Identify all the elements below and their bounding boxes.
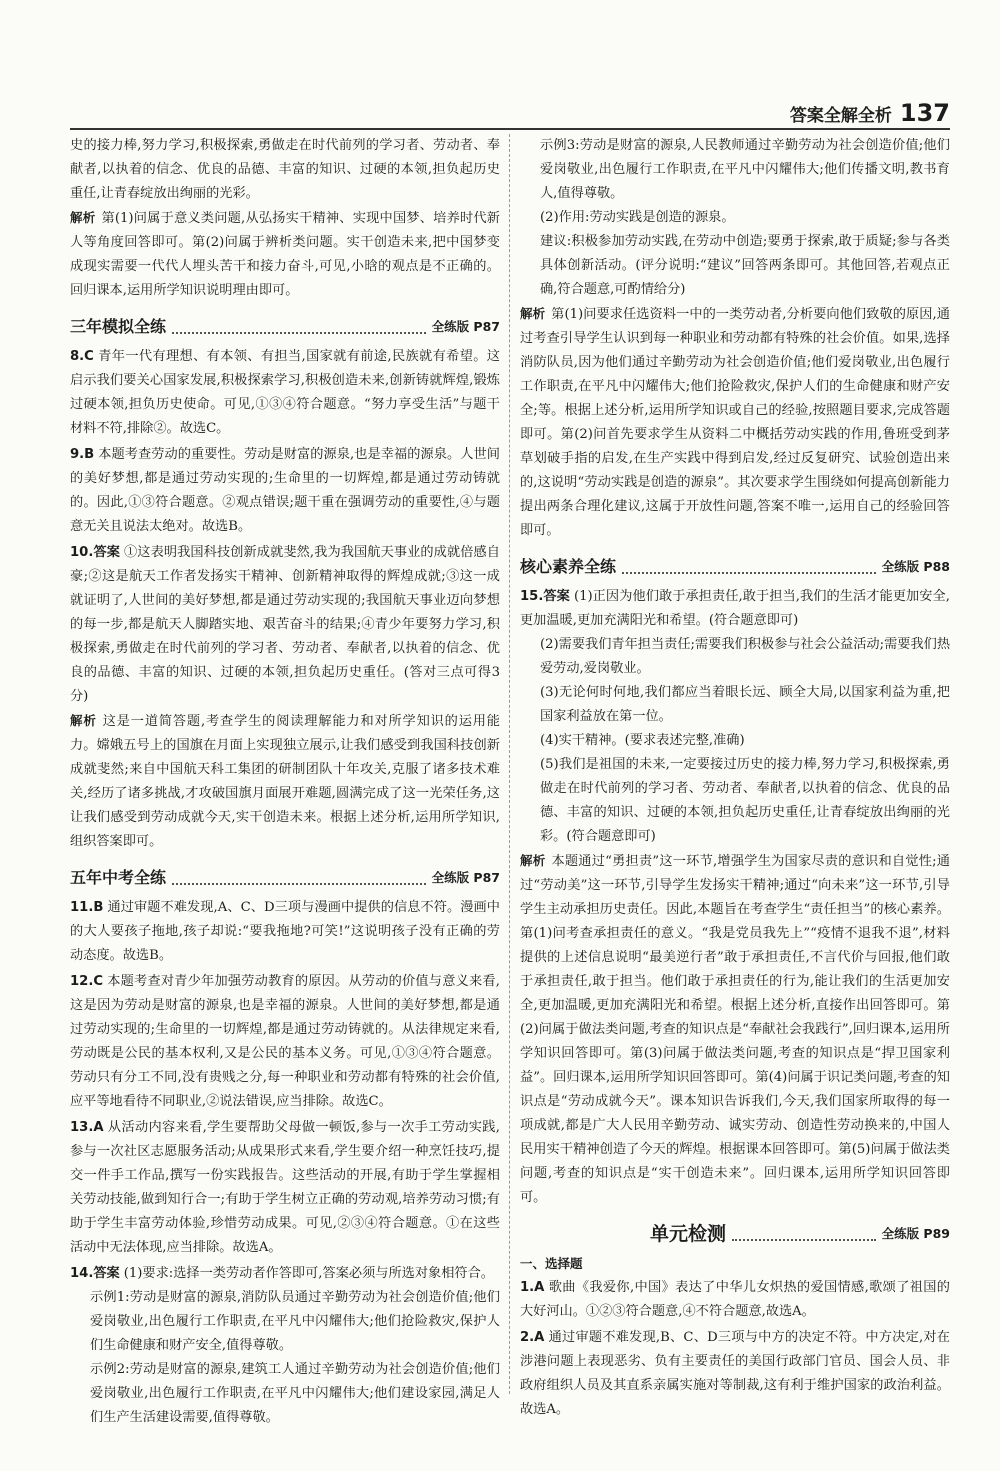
- right-column: [520, 134, 950, 1424]
- section-heading-five-year: [70, 862, 500, 890]
- section-ref: 全练版 P88: [881, 559, 950, 574]
- question-8: [70, 345, 500, 441]
- question-14: [70, 1262, 500, 1286]
- question-text: 本题考查劳动的重要性。劳动是财富的源泉,也是幸福的源泉。人世间的美好梦想,都是通过劳动实现的;生命里的一切辉煌,都是通过劳动铸就的。因此,①③符合题意。②观点错误;题干重在强调劳动的重要性,④与题意无关且说法太绝对。故选B。: [70, 447, 500, 534]
- header-rule: [70, 128, 950, 130]
- section-dots: [172, 883, 426, 885]
- column-divider: [509, 134, 510, 1394]
- question-number: 8.C: [70, 349, 94, 364]
- analysis-text: 这是一道简答题,考查学生的阅读理解能力和对所学知识的运用能力。嫦娥五号上的国旗在月面上实现独立展示,让我们感受到我国科技创新成就斐然;来自中国航天科工集团的研制团队十年攻关,克服了诸多技术难关,经历了诸多挑战,才攻破国旗月面展开难题,圆满完成了这一光荣任务,这让我们感受到劳动成就今天,实干创造未来。根据上述分析,运用所学知识,组织答案即可。: [70, 714, 500, 849]
- question-13: [70, 1116, 500, 1260]
- page-number: 137: [899, 99, 950, 127]
- section-title: 五年中考全练: [70, 868, 167, 887]
- analysis-text: 第(1)问要求任选资料一中的一类劳动者,分析要向他们致敬的原因,通过考查引导学生认识到每一种职业和劳动都有特殊的社会价值。如果,选择消防队员,因为他们通过辛勤劳动为社会创造价值;他们爱岗敬业,出色履行工作职责,在平凡中闪耀伟大;他们抢险救灾,保护人们的生命健康和财产安全;等。根据上述分析,运用所学知识或自己的经验,按照题目要求,完成答题即可。第(2)问首先要求学生从资料二中概括劳动实践的作用,鲁班受到茅草划破手指的启发,在生产实践中得到启发,经过反复研究、试验创造出来的,这说明“劳动实践是创造的源泉”。其次要求学生围绕如何提高创新能力提出两条合理化建议,这属于开放性问题,答案不唯一,运用自己的经验回答即可。: [520, 307, 950, 538]
- section-ref: 全练版 P89: [881, 1226, 950, 1241]
- question-15: [520, 585, 950, 633]
- question-10: [70, 541, 500, 709]
- section-dots: [172, 332, 426, 334]
- question-number: 2.A: [520, 1330, 545, 1345]
- answer-part-2: (2)需要我们青年担当责任;需要我们积极参与社会公益活动;需要我们热爱劳动,爱岗敬业。: [540, 637, 951, 676]
- question-text: 本题考查对青少年加强劳动教育的原因。从劳动的价值与意义来看,这是因为劳动是财富的源泉,也是幸福的源泉。人世间的美好梦想,都是通过劳动实现的;生命里的一切辉煌,都是通过劳动铸就的。从法律规定来看,劳动既是公民的基本权利,又是公民的基本义务。可见,①③④符合题意。劳动只有分工不同,没有贵贱之分,每一种职业和劳动都有特殊的社会价值,应平等地看待不同职业,②说法错误,应当排除。故选C。: [70, 974, 500, 1109]
- header-title: 答案全解全析: [789, 105, 892, 126]
- answer-text: ①这表明我国科技创新成就斐然,我为我国航天事业的成就倍感自豪;②这是航天工作者发扬实干精神、创新精神取得的辉煌成就;③这一成就证明了,人世间的美好梦想,都是通过劳动实现的;我国航天事业迈向梦想的每一步,都是航天人脚踏实地、艰苦奋斗的结果;④青少年要努力学习,积极探索,勇做走在时代前列的学习者、劳动者、奉献者,以执着的信念、优良的品德、丰富的知识、过硬的本领,担负起历史重任。(答对三点可得3分): [70, 545, 500, 704]
- question-text: 从活动内容来看,学生要帮助父母做一顿饭,参与一次手工劳动实践,参与一次社区志愿服务活动;从成果形式来看,学生要介绍一种烹饪技巧,提交一件手工作品,撰写一份实践报告。这些活动的开展,有助于学生掌握相关劳动技能,做到知行合一;有助于学生树立正确的劳动观,培养劳动习惯;有助于学生丰富劳动体验,珍惜劳动成果。可见,②③④符合题意。①在这些活动中无法体现,应当排除。故选A。: [70, 1120, 500, 1255]
- analysis-label: 解析: [520, 853, 546, 868]
- question-14-analysis: [520, 302, 950, 543]
- intro-paragraph: 史的接力棒,努力学习,积极探索,勇做走在时代前列的学习者、劳动者、奉献者,以执着的信念、优良的品德、丰富的知识、过硬的本领,担负起历史重任,让青春绽放出绚丽的光彩。: [70, 138, 500, 201]
- section-heading-three-year: [70, 311, 500, 339]
- answer-part-2: (2)作用:劳动实践是创造的源泉。: [540, 210, 735, 225]
- question-number: 15.答案: [520, 589, 570, 604]
- left-column: [70, 134, 500, 1430]
- question-number: 1.A: [520, 1280, 545, 1295]
- analysis-label: 解析: [520, 306, 546, 321]
- section-dots: [732, 1239, 876, 1241]
- section-ref: 全练版 P87: [431, 319, 500, 334]
- question-number: 13.A: [70, 1120, 104, 1135]
- section-title: 三年模拟全练: [70, 317, 167, 336]
- question-text: 通过审题不难发现,B、C、D三项与中方的决定不符。中方决定,对在涉港问题上表现恶劣、负有主要责任的美国行政部门官员、国会人员、非政府组织人员及其直系亲属实施对等制裁,这有利于维护国家的政治利益。故选A。: [520, 1330, 950, 1417]
- answer-text: (1)正因为他们敢于承担责任,敢于担当,我们的生活才能更加安全,更加温暖,更加充满阳光和希望。(符合题意即可): [520, 589, 950, 628]
- question-number: 14.答案: [70, 1266, 120, 1281]
- section-title: 核心素养全练: [520, 557, 617, 576]
- question-15-analysis: [520, 849, 950, 1210]
- example-2: 示例2:劳动是财富的源泉,建筑工人通过辛勤劳动为社会创造价值;他们爱岗敬业,出色履行工作职责,在平凡中闪耀伟大;他们建设家园,满足人们生产生活建设需要,值得尊敬。: [90, 1362, 500, 1425]
- question-text: 青年一代有理想、有本领、有担当,国家就有前途,民族就有希望。这启示我们要关心国家发展,积极探索学习,积极创造未来,创新铸就辉煌,锻炼过硬本领,担负历史使命。可见,①③④符合题意。“努力享受生活”与题干材料不符,排除②。故选C。: [70, 349, 500, 436]
- example-1: 示例1:劳动是财富的源泉,消防队员通过辛勤劳动为社会创造价值;他们爱岗敬业,出色履行工作职责,在平凡中闪耀伟大;他们抢险救灾,保护人们生命健康和财产安全,值得尊敬。: [90, 1290, 500, 1353]
- question-12: [70, 970, 500, 1114]
- question-number: 9.B: [70, 447, 95, 462]
- question-1: [520, 1276, 950, 1324]
- question-9: [70, 443, 500, 539]
- answer-suggestion: 建议:积极参加劳动实践,在劳动中创造;要勇于探索,敢于质疑;参与各类具体创新活动。(评分说明:“建议”回答两条即可。其他回答,若观点正确,符合题意,可酌情给分): [540, 234, 950, 297]
- question-11: [70, 896, 500, 968]
- question-number: 12.C: [70, 974, 104, 989]
- analysis-label: 解析: [70, 713, 97, 728]
- choice-heading: 一、选择题: [520, 1256, 583, 1271]
- section-heading-unit-test: [650, 1218, 950, 1246]
- section-ref: 全练版 P87: [431, 870, 500, 885]
- question-text: 歌曲《我爱你,中国》表达了中华儿女炽热的爱国情感,歌颂了祖国的大好河山。①②③符合题意,④不符合题意,故选A。: [520, 1280, 950, 1319]
- answer-part-5: (5)我们是祖国的未来,一定要接过历史的接力棒,努力学习,积极探索,勇做走在时代前列的学习者、劳动者、奉献者,以执着的信念、优良的品德、丰富的知识、过硬的本领,担负起历史重任,让青春绽放出绚丽的光彩。(符合题意即可): [540, 757, 950, 844]
- analysis-label: 解析: [70, 210, 96, 225]
- question-number: 11.B: [70, 900, 104, 915]
- question-number: 10.答案: [70, 545, 121, 560]
- section-dots: [622, 572, 876, 574]
- section-heading-core: [520, 551, 950, 579]
- section-title: 单元检测: [650, 1223, 727, 1245]
- page-header: [560, 96, 950, 130]
- analysis-text: 本题通过“勇担责”这一环节,增强学生为国家尽责的意识和自觉性;通过“劳动美”这一环节,引导学生发扬实干精神;通过“向未来”这一环节,引导学生主动承担历史责任。因此,本题旨在考查学生“责任担当”的核心素养。第(1)问考查承担责任的意义。“我是党员我先上”“疫情不退我不退”,材料提供的上述信息说明“最美逆行者”敢于承担责任,不言代价与回报,他们敢于承担责任,敢于担当。他们敢于承担责任的行为,能让我们的生活更加安全,更加温暖,更加充满阳光和希望。根据上述分析,直接作出回答即可。第(2)问属于做法类问题,考查的知识点是“奉献社会我践行”,回归课本,运用所学知识回答即可。第(3)问属于做法类问题,考查的知识点是“捍卫国家利益”。回归课本,运用所学知识回答即可。第(4)问属于识记类问题,考查的知识点是“劳动成就今天”。课本知识告诉我们,今天,我们国家所取得的每一项成就,都是广大人民用辛勤劳动、诚实劳动、创造性劳动换来的,中国人民用实干精神创造了今天的辉煌。根据课本回答即可。第(5)问属于做法类问题,考查的知识点是“实干创造未来”。回归课本,运用所学知识回答即可。: [520, 854, 950, 1205]
- analysis-text: 第(1)问属于意义类问题,从弘扬实干精神、实现中国梦、培养时代新人等角度回答即可。第(2)问属于辨析类问题。实干创造未来,把中国梦变成现实需要一代代人埋头苦干和接力奋斗,可见,小晗的观点是不正确的。回归课本,运用所学知识说明理由即可。: [70, 211, 500, 298]
- question-text: 通过审题不难发现,A、C、D三项与漫画中提供的信息不符。漫画中的大人要孩子拖地,孩子却说:“要我拖地?可笑!”这说明孩子没有正确的劳动态度。故选B。: [70, 900, 500, 963]
- answer-text: (1)要求:选择一类劳动者作答即可,答案必须与所选对象相符合。: [123, 1266, 494, 1281]
- question-2: [520, 1326, 950, 1422]
- question-10-analysis: [70, 709, 500, 854]
- intro-analysis: [70, 206, 500, 303]
- answer-part-3: (3)无论何时何地,我们都应当着眼长远、顾全大局,以国家利益为重,把国家利益放在第一位。: [540, 685, 950, 724]
- example-3: 示例3:劳动是财富的源泉,人民教师通过辛勤劳动为社会创造价值;他们爱岗敬业,出色履行工作职责,在平凡中闪耀伟大;他们传播文明,教书育人,值得尊敬。: [540, 138, 950, 201]
- answer-part-4: (4)实干精神。(要求表述完整,准确): [540, 733, 745, 748]
